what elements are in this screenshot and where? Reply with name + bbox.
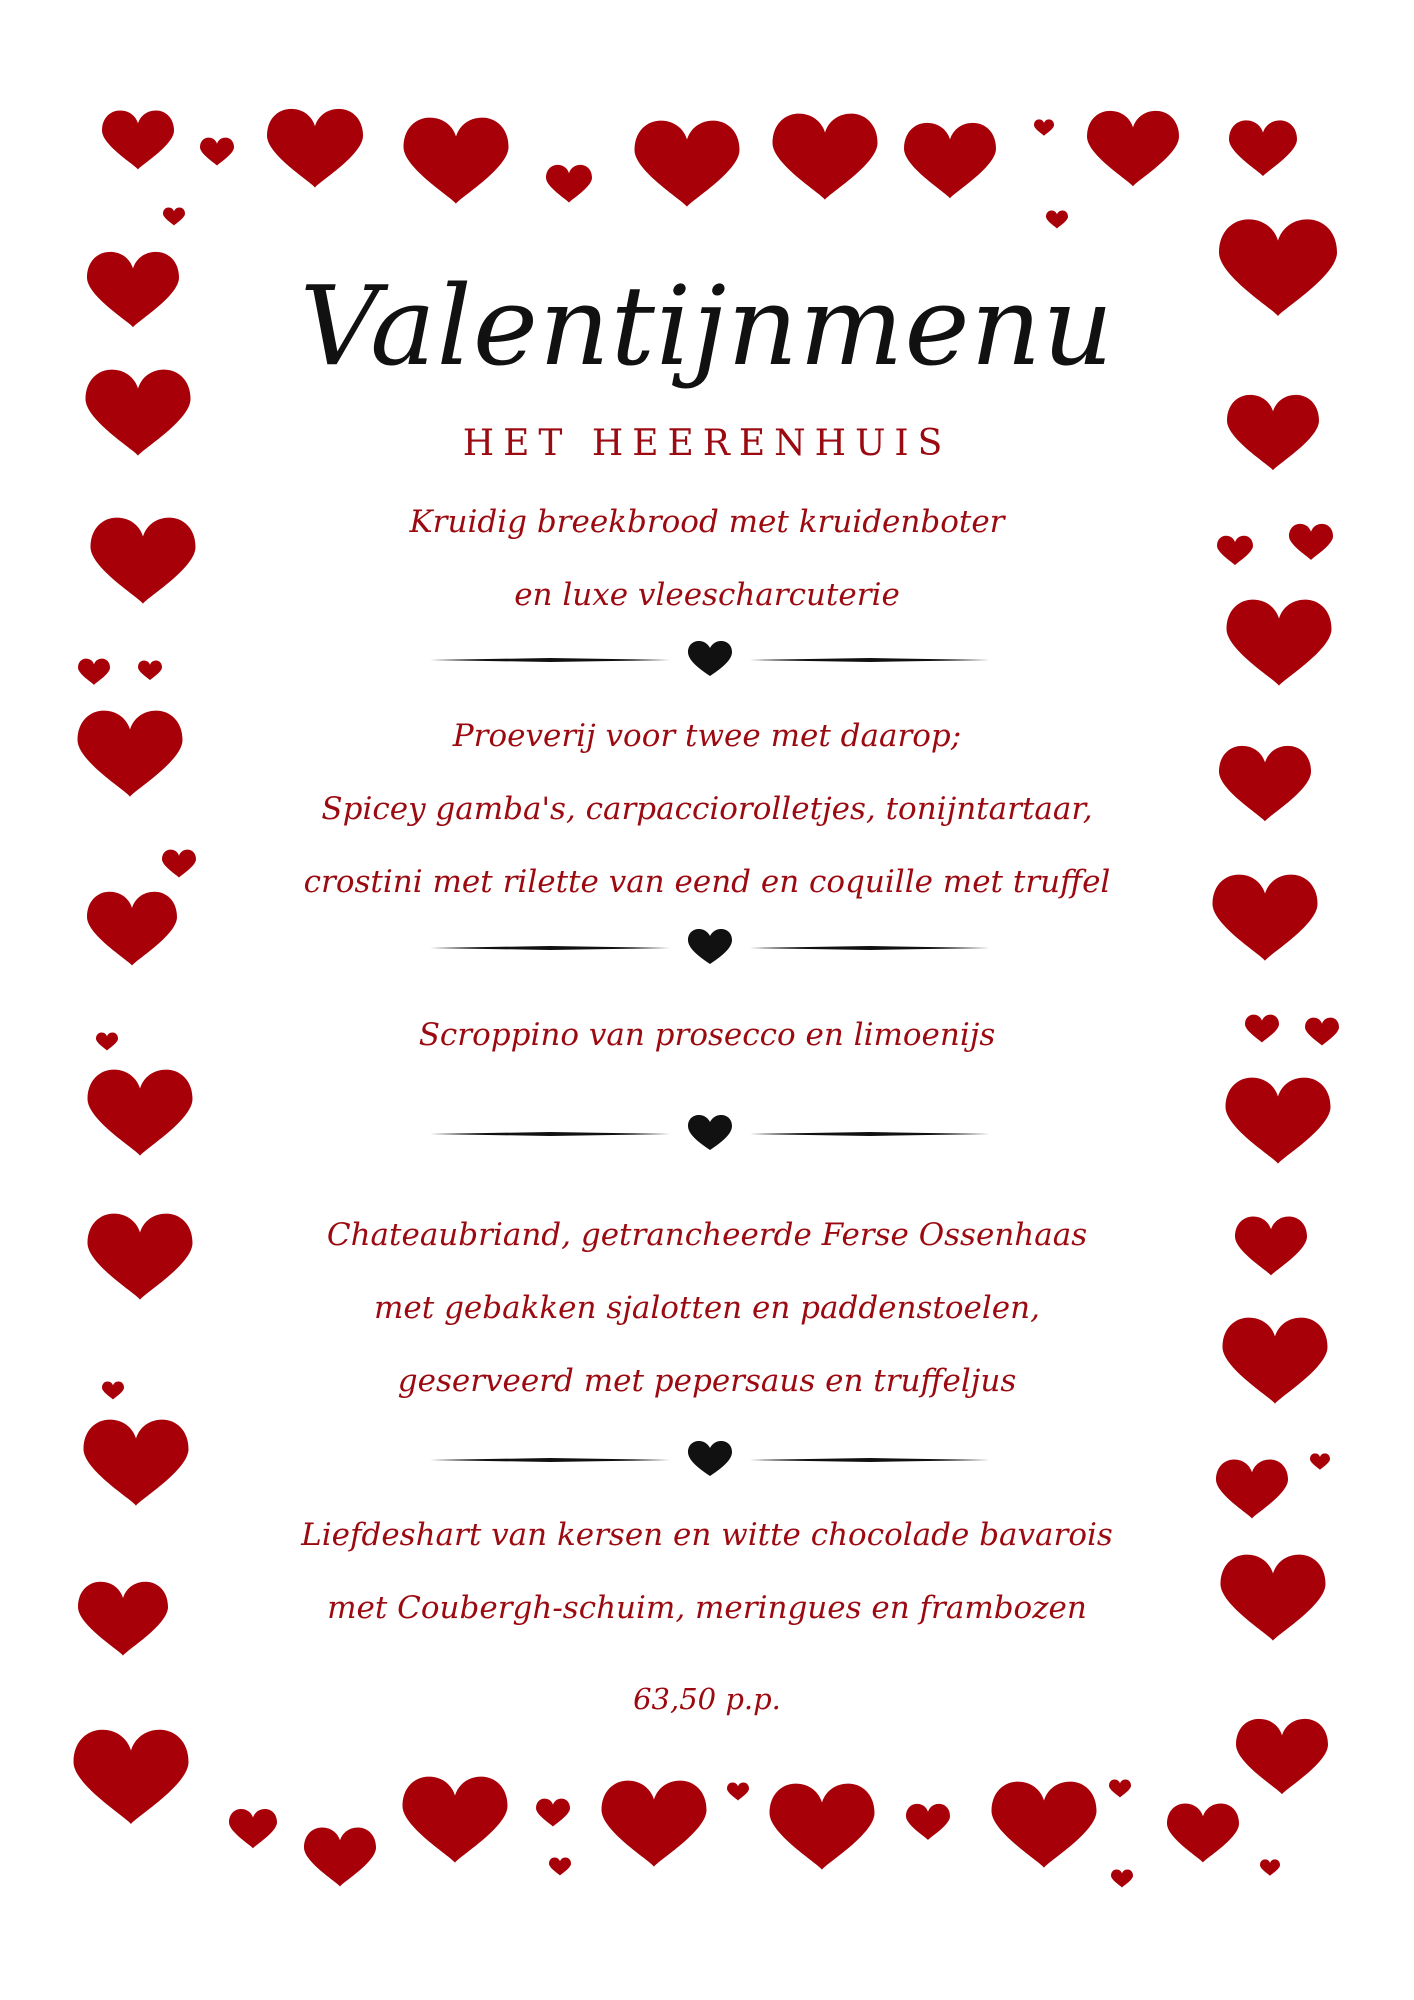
course-intermezzo xyxy=(0,999,1414,1072)
course-line: Proeverij voor twee met daarop; xyxy=(452,718,962,754)
heart-divider-icon xyxy=(688,1441,732,1476)
course-line: Chateaubriand, getrancheerde Ferse Ossenhaas xyxy=(326,1217,1088,1253)
heart-divider xyxy=(430,640,990,680)
heart-divider-icon xyxy=(688,641,732,676)
course-line: crostini met rilette van eend en coquille met truffel xyxy=(303,864,1111,900)
course-starter xyxy=(0,486,1414,632)
heart-divider-icon xyxy=(688,1115,732,1150)
menu-title: Valentijnmenu xyxy=(299,262,1115,390)
heart-divider xyxy=(430,1440,990,1480)
course-line: en luxe vleescharcuterie xyxy=(514,577,900,613)
course-main xyxy=(0,1199,1414,1418)
course-line: met Coubergh-schuim, meringues en frambozen xyxy=(327,1590,1087,1626)
heart-divider xyxy=(430,928,990,968)
course-line: Spicey gamba's, carpacciorolletjes, tonijntartaar, xyxy=(321,791,1093,827)
restaurant-name: HET HEERENHUIS xyxy=(462,423,952,464)
menu-price: 63,50 p.p. xyxy=(633,1682,781,1716)
course-dessert xyxy=(0,1499,1414,1645)
course-line: Scroppino van prosecco en limoenijs xyxy=(418,1017,996,1053)
heart-divider-icon xyxy=(688,929,732,964)
heart-divider xyxy=(430,1114,990,1154)
course-line: geserveerd met pepersaus en truffeljus xyxy=(397,1363,1017,1399)
course-line: Kruidig breekbrood met kruidenboter xyxy=(409,504,1005,540)
course-tasting xyxy=(0,700,1414,919)
course-line: met gebakken sjalotten en paddenstoelen, xyxy=(374,1290,1040,1326)
course-line: Liefdeshart van kersen en witte chocolade bavarois xyxy=(301,1517,1113,1553)
